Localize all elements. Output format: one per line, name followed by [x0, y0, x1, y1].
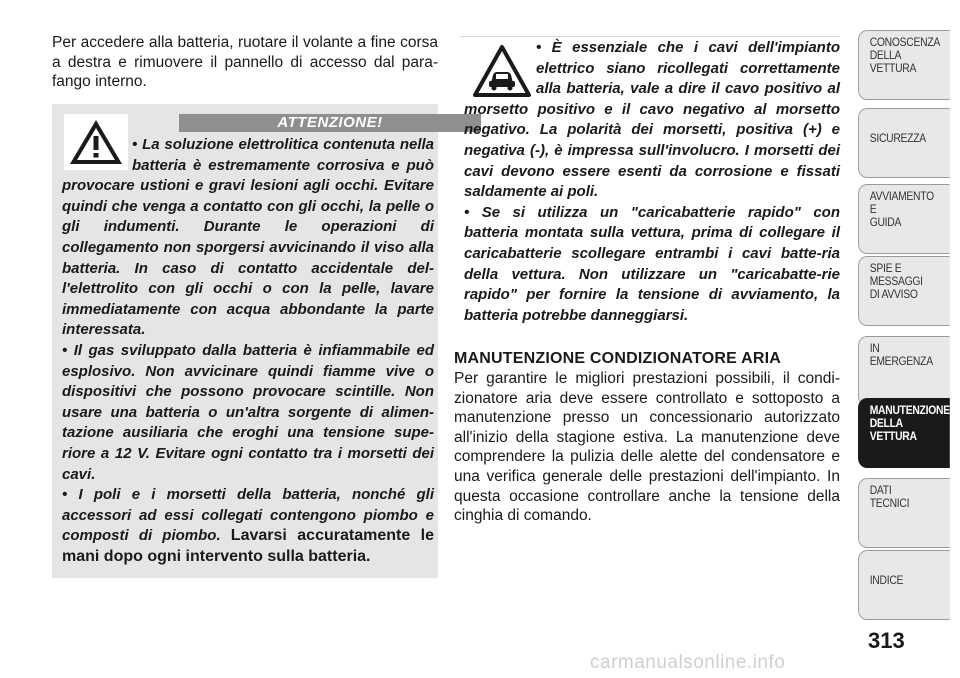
note-box [460, 37, 842, 337]
tab-indice[interactable]: INDICE [858, 550, 950, 620]
warning-paragraph-2: • Il gas sviluppato dalla batteria è infiammabile ed esplosivo. Non avvicinare quindi fiamme vive o dispositivi che possono provocare scintille. Non usare una batteria o un'altra sorgente di alimen-tazione ausiliaria che eroghi una tensione supe-riore a 12 V. Evitare ogni contatto tra i morsetti dei cavi. [62, 341, 434, 483]
tab-avviamento-guida[interactable]: AVVIAMENTO E GUIDA [858, 184, 950, 254]
warning-paragraph-1: • La soluzione elettrolitica contenuta nella batteria è estremamente corrosiva e può provocare ustioni e gravi lesioni agli occhi. Evitare quindi che venga a contatto con gli occhi, la pelle o gli indumenti. Durante le operazioni di collegamento non sporgersi avvicinando il viso alla batteria. In caso di contatto accidentale del-l'elettrolito con gli occhi o con la pelle, lavare immediatamente con acqua abbondante la parte interessata. [62, 136, 434, 339]
intro-paragraph: Per accedere alla batteria, ruotare il volante a fine corsa a destra e rimuovere il pannello di accesso dal para-fango interno. [52, 34, 438, 90]
ac-maintenance-section [454, 349, 840, 526]
warning-paragraph-3 [62, 485, 434, 567]
note-text [464, 38, 840, 326]
tab-manutenzione-vettura[interactable]: MANUTENZIONE DELLA VETTURA [858, 398, 950, 468]
tab-dati-tecnici[interactable]: DATI TECNICI [858, 478, 950, 548]
tab-conoscenza-vettura[interactable]: CONOSCENZA DELLA VETTURA [858, 30, 950, 100]
tab-sicurezza[interactable]: SICUREZZA [858, 108, 950, 178]
warning-paragraph-3-italic: • I poli e i morsetti della batteria, nonché gli accessori ad essi collegati contengono piombo e composti di piombo. [62, 486, 434, 545]
tab-emergenza[interactable]: IN EMERGENZA [858, 336, 950, 406]
note-paragraph-1: • È essenziale che i cavi dell'impianto elettrico siano ricollegati correttamente alla batteria, vale a dire il cavo positivo al morsetto positivo e il cavo negativo al morsetto negativo. La polarità dei morsetti, positiva (+) e negativa (-), è impressa sull'involucro. I morsetti dei cavi devono essere esenti da corrosione e fissati saldamente ai poli. [464, 39, 840, 201]
page-number: 313 [868, 628, 905, 653]
watermark: carmanualsonline.info [590, 652, 786, 673]
tab-spie-messaggi[interactable]: SPIE E MESSAGGI DI AVVISO [858, 256, 950, 326]
section-heading: MANUTENZIONE CONDIZIONATORE ARIA [454, 350, 781, 367]
warning-text [62, 135, 434, 567]
warning-box [52, 104, 438, 578]
warning-title: ATTENZIONE! [179, 114, 481, 132]
warning-paragraph-3-plain: Lavarsi accuratamente le mani dopo ogni intervento sulla batteria. [62, 527, 434, 565]
section-body: Per garantire le migliori prestazioni possibili, il condi-zionatore aria deve essere controllato e sottoposto a manutenzione presso un concessionario autorizzato all'inizio della stagione estiva. La manutenzione deve comprendere la pulizia delle alette del condensatore e una verifica generale delle prestazioni dell'impianto. In questa occasione controllare anche la tensione della cinghia di comando. [454, 370, 840, 525]
note-paragraph-2: • Se si utilizza un "caricabatterie rapido" con batteria montata sulla vettura, prima di collegare il caricabatterie scollegare entrambi i cavi batte-ria della vettura. Non utilizzare un "caricabatte-rie rapido" per fornire la tensione di avviamento, la batteria potrebbe danneggiarsi. [464, 203, 840, 324]
